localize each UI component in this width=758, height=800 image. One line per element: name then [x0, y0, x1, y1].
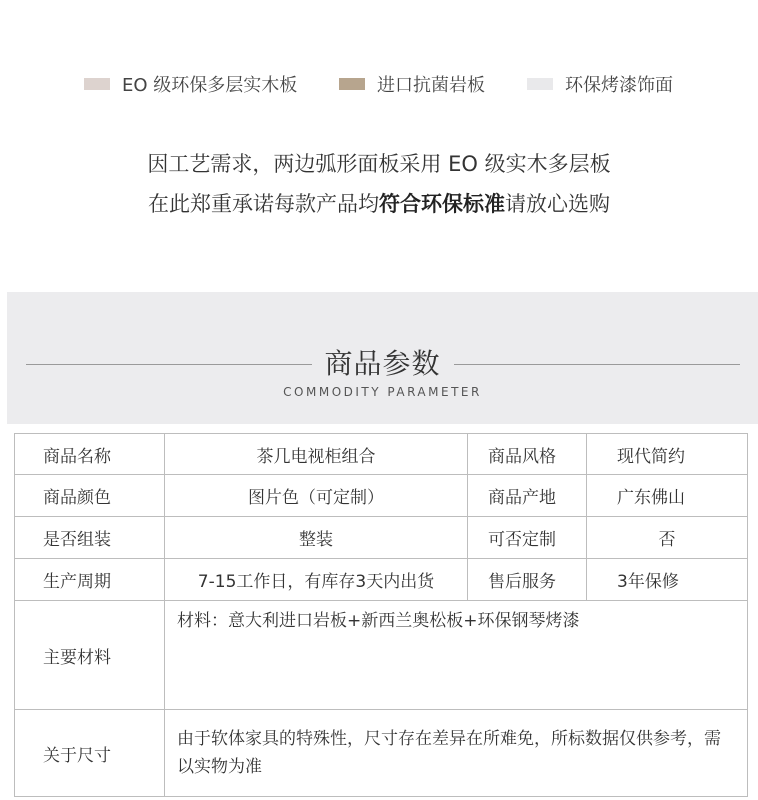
param-value: 材料：意大利进口岩板+新西兰奥松板+环保钢琴烤漆: [165, 601, 748, 710]
legend-item-multilayer-board: [84, 71, 297, 97]
color-swatch: [84, 78, 110, 90]
param-key: 生产周期: [15, 559, 165, 601]
param-key: 主要材料: [15, 601, 165, 710]
intro-text: [0, 144, 758, 224]
table-row: [15, 475, 748, 517]
param-value: 图片色（可定制）: [165, 475, 468, 517]
intro-line-2-post: 请放心选购: [505, 192, 610, 216]
intro-line-1: 因工艺需求，两边弧形面板采用 EO 级实木多层板: [147, 152, 611, 176]
param-key: 可否定制: [468, 517, 587, 559]
param-key: 商品产地: [468, 475, 587, 517]
section-title: [7, 342, 758, 382]
legend-label: 进口抗菌岩板: [377, 75, 485, 96]
section-title-text: 商品参数: [312, 347, 452, 380]
param-key: 商品风格: [468, 434, 587, 475]
table-row: [15, 434, 748, 475]
param-key: 售后服务: [468, 559, 587, 601]
param-key: 商品名称: [15, 434, 165, 475]
param-value: 7-15工作日，有库存3天内出货: [165, 559, 468, 601]
section-subtitle: COMMODITY PARAMETER: [283, 385, 482, 399]
param-value: 现代简约: [587, 434, 748, 475]
param-key: 商品颜色: [15, 475, 165, 517]
param-key: 关于尺寸: [15, 710, 165, 797]
intro-line-2-pre: 在此郑重承诺每款产品均: [148, 192, 379, 216]
param-key: 是否组装: [15, 517, 165, 559]
intro-line-2: [0, 184, 758, 224]
parameter-table: [14, 433, 748, 797]
param-value: 否: [587, 517, 748, 559]
param-value: 广东佛山: [587, 475, 748, 517]
legend-item-rock-slab: [339, 71, 485, 97]
table-row: [15, 559, 748, 601]
legend-item-paint-finish: [527, 71, 673, 97]
intro-line-2-emphasis: 符合环保标准: [379, 192, 505, 216]
param-value: 整装: [165, 517, 468, 559]
color-swatch: [527, 78, 553, 90]
legend-label: EO 级环保多层实木板: [122, 75, 298, 96]
legend-label: 环保烤漆饰面: [565, 75, 673, 96]
param-value: 茶几电视柜组合: [165, 434, 468, 475]
material-legend: [0, 71, 758, 97]
table-row: [15, 710, 748, 797]
color-swatch: [339, 78, 365, 90]
param-value: 3年保修: [587, 559, 748, 601]
table-row: [15, 517, 748, 559]
param-value: 由于软体家具的特殊性，尺寸存在差异在所难免，所标数据仅供参考，需以实物为准: [165, 710, 748, 797]
table-row: [15, 601, 748, 710]
section-header: [7, 292, 758, 424]
